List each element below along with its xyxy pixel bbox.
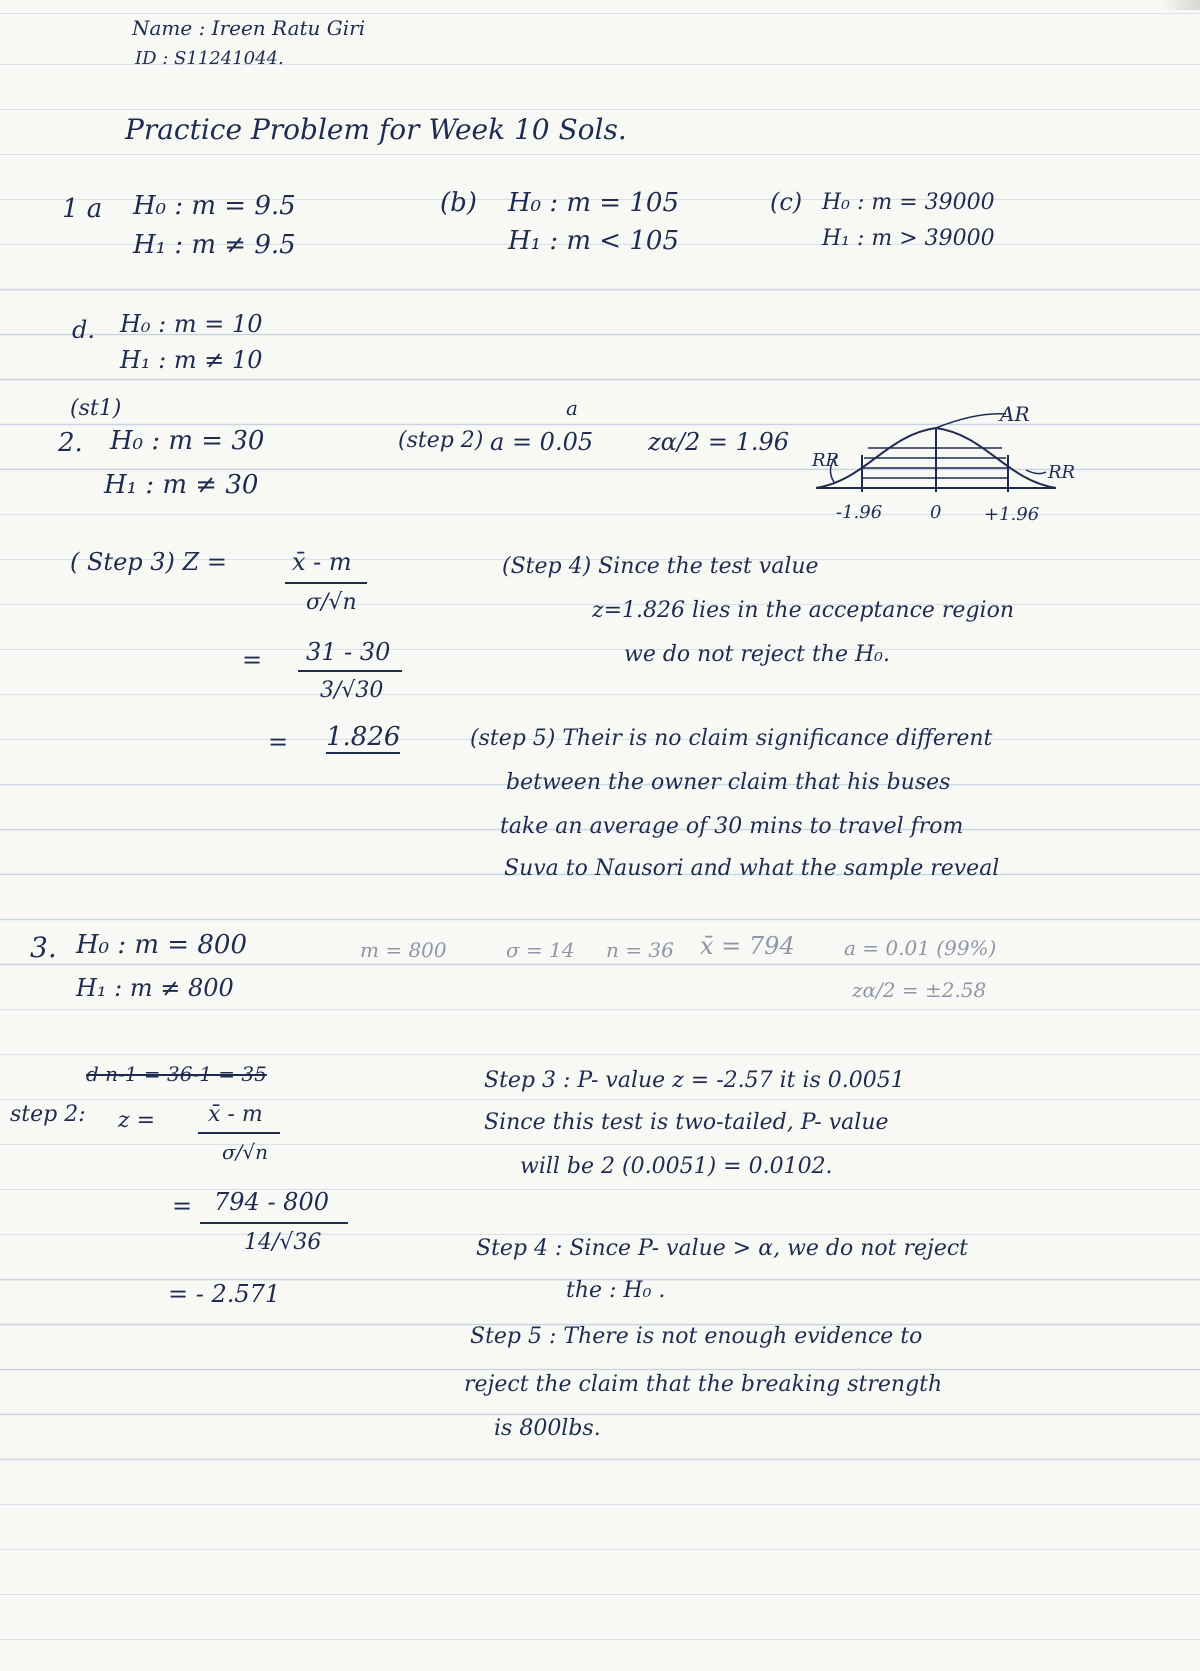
q3-step3-line3: will be 2 (0.0051) = 0.0102. (520, 1154, 833, 1179)
q3-step2-label: step 2: (10, 1102, 86, 1127)
q2-step4-line1: (Step 4) Since the test value (502, 554, 819, 579)
q2-sub-numerator: 31 - 30 (306, 638, 391, 666)
rejection-region-right-label: RR (1048, 462, 1076, 483)
q2-step4-line2: z=1.826 lies in the acceptance region (592, 598, 1014, 623)
rr-right-pointer (1026, 470, 1046, 474)
q3-given-n: n = 36 (606, 938, 674, 962)
q2-alt-hypothesis: H₁ : m ≠ 30 (104, 470, 259, 500)
q3-alt-hypothesis: H₁ : m ≠ 800 (76, 974, 234, 1002)
q1b-label: (b) (440, 188, 477, 218)
tick-neg-critical: -1.96 (836, 502, 883, 523)
q2-step4-line3: we do not reject the H₀. (624, 642, 890, 667)
q3-sub-denominator: 14/√36 (244, 1230, 322, 1255)
q3-step3-line1: Step 3 : P- value z = -2.57 it is 0.0051 (484, 1068, 905, 1093)
q2-step5-line3: take an average of 30 mins to travel from (500, 814, 964, 839)
q3-step5-line2: reject the claim that the breaking strength (464, 1372, 943, 1397)
q1d-null-hypothesis: H₀ : m = 10 (120, 310, 263, 338)
page-edge-shadow (1160, 0, 1200, 10)
q3-given-sigma: σ = 14 (506, 938, 575, 962)
q1c-alt-hypothesis: H₁ : m > 39000 (822, 226, 995, 251)
student-name: Name : Ireen Ratu Giri (132, 16, 366, 40)
q3-critical-z-faint: zα/2 = ±2.58 (852, 978, 987, 1002)
rejection-region-left-label: RR (812, 450, 840, 471)
tick-zero: 0 (930, 502, 942, 523)
q2-alpha-mark: a (566, 396, 578, 420)
page-title: Practice Problem for Week 10 Sols. (125, 113, 627, 146)
q2-formula-numerator: x̄ - m (292, 548, 352, 576)
q2-step2-label: (step 2) (398, 428, 484, 453)
q1c-null-hypothesis: H₀ : m = 39000 (822, 190, 995, 215)
q3-step4-line1: Step 4 : Since P- value > α, we do not reject (476, 1236, 969, 1261)
q2-step5-line4: Suva to Nausori and what the sample reveal (504, 856, 1000, 881)
q3-sub-bar (200, 1222, 348, 1224)
q3-eq-1: = (172, 1192, 193, 1220)
tick-pos-critical: +1.96 (984, 504, 1040, 525)
q1b-null-hypothesis: H₀ : m = 105 (508, 188, 679, 218)
q3-null-hypothesis: H₀ : m = 800 (76, 930, 247, 960)
q3-z-eq: z = (118, 1108, 156, 1133)
q3-step4-line2: the : H₀ . (566, 1278, 666, 1303)
q1d-alt-hypothesis: H₁ : m ≠ 10 (120, 346, 263, 374)
q3-sub-numerator: 794 - 800 (214, 1188, 329, 1216)
q1a-label: 1 a (62, 194, 103, 224)
q3-step3-line2: Since this test is two-tailed, P- value (484, 1110, 889, 1135)
q1c-label: (c) (770, 188, 803, 216)
q3-formula-bar (198, 1132, 280, 1134)
q3-step5-line1: Step 5 : There is not enough evidence to (470, 1324, 923, 1349)
q3-z-result: = - 2.571 (168, 1280, 281, 1308)
q3-given-alpha: a = 0.01 (99%) (844, 936, 997, 960)
q2-formula-denominator: σ/√n (306, 590, 357, 615)
q2-step5-line2: between the owner claim that his buses (506, 770, 951, 795)
q3-given-mean: m = 800 (360, 938, 447, 962)
q2-formula-bar (285, 582, 367, 584)
q3-given-xbar: x̄ = 794 (700, 932, 795, 960)
q3-formula-denominator: σ/√n (222, 1140, 269, 1164)
q3-struck-degrees-freedom: d n-1 = 36-1 = 35 (86, 1062, 267, 1086)
q3-step5-line3: is 800lbs. (494, 1416, 601, 1441)
q2-sub-bar (298, 670, 402, 672)
q2-step3-label: ( Step 3) Z = (70, 548, 227, 576)
student-id: ID : S11241044. (135, 48, 284, 69)
q2-label: 2. (58, 428, 83, 458)
q2-sub-denominator: 3/√30 (320, 678, 384, 703)
q2-z-result: 1.826 (326, 722, 401, 752)
q3-formula-numerator: x̄ - m (208, 1102, 263, 1127)
q1a-alt-hypothesis: H₁ : m ≠ 9.5 (133, 230, 296, 260)
q2-eq-2: = (268, 728, 289, 756)
q1b-alt-hypothesis: H₁ : m < 105 (508, 226, 679, 256)
acceptance-region-label: AR (1000, 402, 1030, 426)
q2-alpha: a = 0.05 (490, 428, 594, 456)
q3-label: 3. (30, 931, 57, 964)
q2-step1-tag: (st1) (70, 396, 122, 421)
ar-pointer (936, 414, 1006, 428)
q1d-label: d. (72, 316, 95, 344)
q2-step5-line1: (step 5) Their is no claim significance different (470, 726, 993, 751)
q1a-null-hypothesis: H₀ : m = 9.5 (133, 191, 296, 221)
q2-null-hypothesis: H₀ : m = 30 (110, 426, 265, 456)
q2-critical-z: zα/2 = 1.96 (648, 428, 790, 456)
q2-eq-1: = (242, 646, 263, 674)
